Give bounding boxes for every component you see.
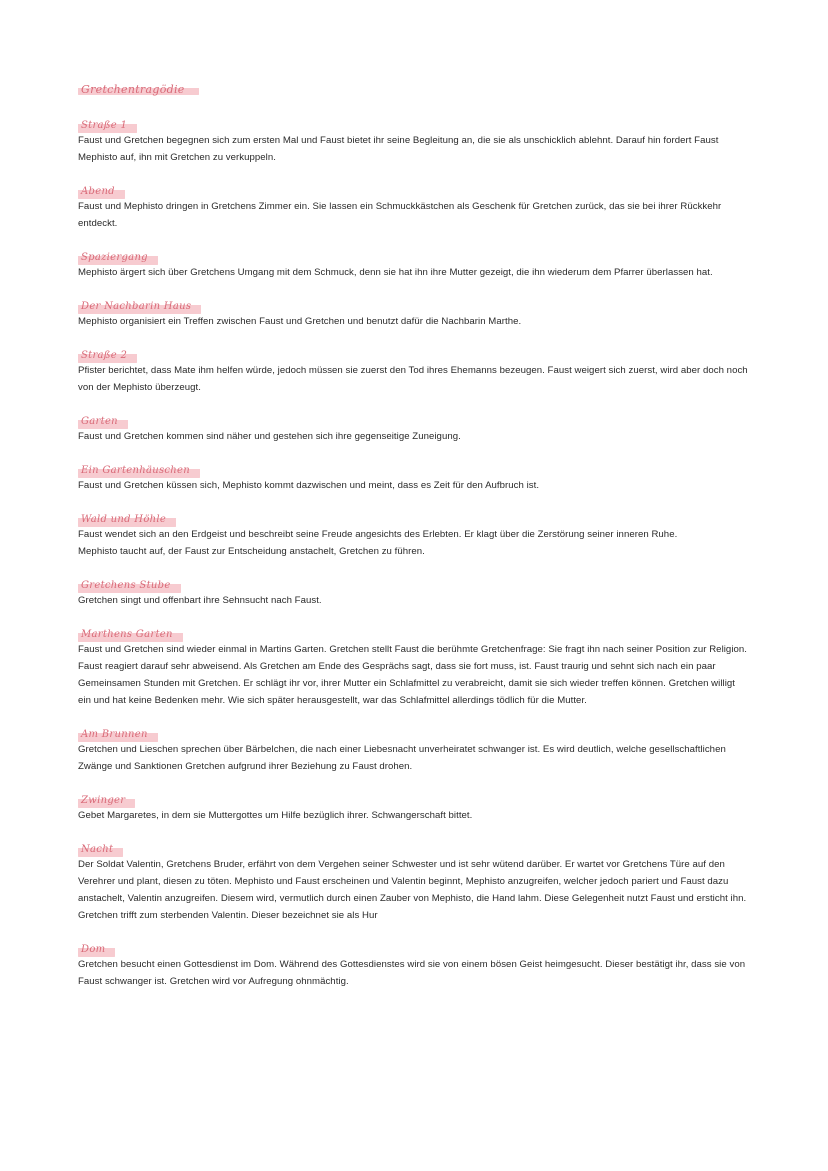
section-strasse-1 [78,116,750,166]
section-heading: Zwinger [78,792,135,810]
section-heading: Nacht [78,841,123,859]
document-title: Gretchentragödie [78,82,199,97]
section-heading: Garten [78,413,128,431]
section-heading: Straße 2 [78,347,137,365]
section-abend [78,182,750,232]
section-text: Mephisto organisiert ein Treffen zwischen Faust und Gretchen und benutzt dafür die Nachbarin Marthe. [78,316,522,327]
section-text: Faust und Gretchen küssen sich, Mephisto kommt dazwischen und meint, dass es Zeit für den Aufbruch ist. [78,480,540,491]
section-nachbarin-haus [78,297,750,330]
section-text: Faust und Gretchen sind wieder einmal in Martins Garten. Gretchen stellt Faust die berühmte Gretchenfrage: Sie fragt ihn nach seiner Position zur Religion. Faust reagiert darauf sehr abweisend. Als Gretchen am Ende des Gesprächs sagt, dass sie fort muss, ist. Faust traurig und sehnt sich nach ein paar Gemeinsamen Stunden mit Gretchen. Er schlägt ihr vor, ihrer Mutter ein Schlafmittel zu verabreicht, damit sie sich wieder treffen können. Gretchen willigt ein und hat keine Bedenken mehr. Wie sich später herausgestellt, war das Schlafmittel allerdings tödlich für die Mutter. [78,644,747,706]
section-dom [78,940,750,990]
section-zwinger [78,791,750,824]
section-heading: Marthens Garten [78,626,183,644]
section-gartenhaeuschen [78,461,750,494]
section-nacht [78,840,750,924]
section-wald-und-hoehle [78,510,750,560]
section-marthens-garten [78,625,750,709]
section-gretchens-stube [78,576,750,609]
section-am-brunnen [78,725,750,775]
section-heading: Spaziergang [78,249,158,267]
section-text: Gebet Margaretes, in dem sie Muttergottes um Hilfe bezüglich ihrer. Schwangerschaft bittet. [78,810,473,821]
section-heading: Wald und Höhle [78,511,176,529]
document-content [78,80,750,1006]
section-heading: Gretchens Stube [78,577,181,595]
title-block [78,80,750,102]
section-strasse-2 [78,346,750,396]
section-heading: Ein Gartenhäuschen [78,462,200,480]
section-heading: Dom [78,941,115,959]
section-text: Gretchen besucht einen Gottesdienst im Dom. Während des Gottesdienstes wird sie von einem bösen Geist heimgesucht. Dieser bestätigt ihr, dass sie von Faust schwanger ist. Gretchen wird vor Aufregung ohnmächtig. [78,959,746,987]
section-spaziergang [78,248,750,281]
section-heading: Der Nachbarin Haus [78,298,201,316]
section-text: Pfister berichtet, dass Mate ihm helfen würde, jedoch müssen sie zuerst den Tod ihres Ehemanns bezeugen. Faust weigert sich zuerst, wird aber doch noch von der Mephisto überzeugt. [78,365,748,393]
section-text: Faust und Gretchen kommen sind näher und gestehen sich ihre gegenseitige Zuneigung. [78,431,461,442]
section-text: Gretchen singt und offenbart ihre Sehnsucht nach Faust. [78,595,322,606]
section-text: Faust und Mephisto dringen in Gretchens Zimmer ein. Sie lassen ein Schmuckkästchen als Geschenk für Gretchen zurück, das sie bei ihrer Rückkehr entdeckt. [78,201,722,229]
section-text: Mephisto ärgert sich über Gretchens Umgang mit dem Schmuck, denn sie hat ihn ihre Mutter gezeigt, die ihn wiederum dem Pfarrer überlassen hat. [78,267,713,278]
section-heading: Abend [78,183,125,201]
section-text: Der Soldat Valentin, Gretchens Bruder, erfährt von dem Vergehen seiner Schwester und ist sehr wütend darüber. Er wartet vor Gretchens Türe auf den Verehrer und plant, diesen zu töten. Mephisto und Faust erscheinen und Valentin beginnt, Mephisto anzugreifen, welcher jedoch pariert und Faust dazu anstachelt, Valentin anzugreifen. Diesem wird, vermutlich durch einen Zauber von Mephisto, die Hand lahm. Diese Gelegenheit nutzt Faust und ersticht ihn. Gretchen trifft zum sterbenden Valentin. Dieser bezeichnet sie als Hur [78,859,747,921]
section-heading: Straße 1 [78,117,137,135]
section-garten [78,412,750,445]
section-text: Faust und Gretchen begegnen sich zum ersten Mal und Faust bietet ihr seine Begleitung an, die sie als unschicklich ablehnt. Darauf hin fordert Faust Mephisto auf, ihn mit Gretchen zu verkuppeln. [78,135,719,163]
section-text: Gretchen und Lieschen sprechen über Bärbelchen, die nach einer Liebesnacht unverheiratet schwanger ist. Es wird deutlich, welche gesellschaftlichen Zwänge und Sanktionen Gretchen aufgrund ihrer Beziehung zu Faust drohen. [78,744,726,772]
section-heading: Am Brunnen [78,726,158,744]
section-text: Faust wendet sich an den Erdgeist und beschreibt seine Freude angesichts des Erlebten. Er klagt über die Zerstörung seiner inneren Ruhe. Mephisto taucht auf, der Faust zur Entscheidung anstachelt, Gretchen zu führen. [78,529,678,557]
